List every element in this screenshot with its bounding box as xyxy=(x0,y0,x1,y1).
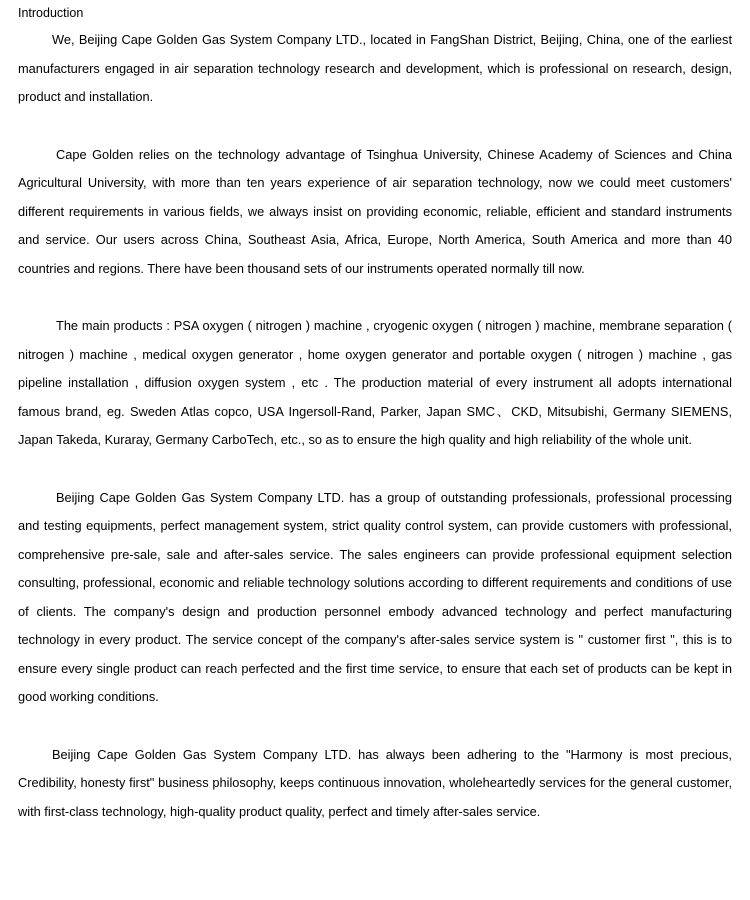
paragraph-technology-advantage: Cape Golden relies on the technology advantage of Tsinghua University, Chinese Academy of Sciences and China Agricultural University, with more than ten years experience of air separation technology, now we could meet customers' different requirements in various fields, we always insist on providing economic, reliable, efficient and standard instruments and service. Our users across China, Southeast Asia, Africa, Europe, North America, South America and more than 40 countries and regions. There have been thousand sets of our instruments operated normally till now. xyxy=(18,146,732,276)
paragraph-company-overview: We, Beijing Cape Golden Gas System Company LTD., located in FangShan District, Beijing, China, one of the earliest manufacturers engaged in air separation technology research and development, which is professional on research, design, product and installation. xyxy=(18,32,732,104)
paragraph-main-products: The main products : PSA oxygen ( nitrogen ) machine , cryogenic oxygen ( nitrogen ) machine, membrane separation ( nitrogen ) machine , medical oxygen generator , home oxygen generator and portable oxygen ( nitrogen ) machine , gas pipeline installation , diffusion oxygen system , etc . The production material of every instrument all adopts international famous brand, eg. Sweden Atlas copco, USA Ingersoll-Rand, Parker, Japan SMC、CKD, Mitsubishi, Germany SIEMENS, Japan Takeda, Kuraray, Germany CarboTech, etc., so as to ensure the high quality and high reliability of the whole unit. xyxy=(18,318,732,447)
page-title: Introduction xyxy=(18,6,84,20)
paragraph-service-system: Beijing Cape Golden Gas System Company LTD. has a group of outstanding professionals, professional processing and testing equipments, perfect management system, strict quality control system, can provide customers with professional, comprehensive pre-sale, sale and after-sales service. The sales engineers can provide professional equipment selection consulting, professional, economic and reliable technology solutions according to different requirements and conditions of use of clients. The company's design and production personnel embody advanced technology and perfect manufacturing technology in every product. The service concept of the company's after-sales service system is " customer first ", this is to ensure every single product can reach perfected and the first time service, to ensure that each set of products can be kept in good working conditions. xyxy=(18,489,732,704)
paragraph-business-philosophy: Beijing Cape Golden Gas System Company LTD. has always been adhering to the "Harmony is most precious, Credibility, honesty first" business philosophy, keeps continuous innovation, wholeheartedly services for the general customer, with first-class technology, high-quality product quality, perfect and timely after-sales service. xyxy=(18,746,732,819)
